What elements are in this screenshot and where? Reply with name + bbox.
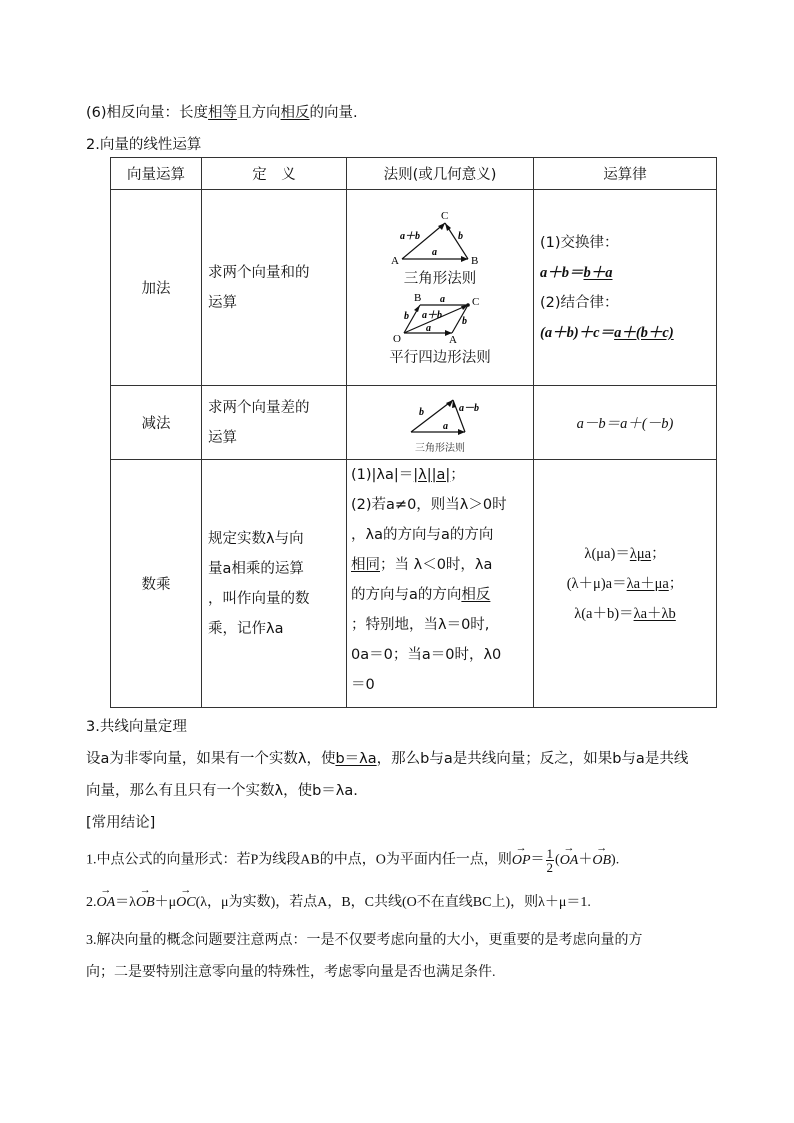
addition-def-line1: 求两个向量和的: [208, 264, 310, 281]
conclusion1-end: ).: [611, 852, 620, 868]
scalar-law3-lhs: λ(a＋b)＝: [574, 605, 634, 622]
addition-rule: [347, 190, 534, 386]
scalar-law1-rhs: λμa: [629, 545, 652, 562]
scalar-law2-lhs: (λ＋μ)a＝: [566, 575, 627, 592]
scalar-rule-l5-u: 相反: [461, 587, 491, 603]
intro-text-mid: 且方向: [237, 105, 281, 121]
par-label-b-left: b: [404, 310, 409, 322]
conclusion2-pre: 2.: [86, 895, 97, 910]
conclusion2-rest: (λ，μ为实数)，若点A，B，C共线(O不在直线BC上)，则λ＋μ＝1.: [195, 895, 591, 910]
conclusion-2: [86, 891, 591, 911]
scalar-definition: [202, 460, 347, 708]
table-row-addition: [111, 190, 717, 386]
scalar-law1-end: ；: [651, 545, 666, 562]
parallelogram-rule-diagram: [390, 291, 490, 345]
intro-text: (6)相反向量：长度: [86, 105, 209, 121]
scalar-rule: [347, 460, 534, 708]
tri-label-a: a: [432, 246, 437, 258]
triangle-rule-diagram: [390, 207, 490, 269]
triangle-rule-label: 三角形法则: [403, 270, 477, 287]
par-label-O: O: [393, 332, 401, 345]
tri-label-B: B: [471, 254, 479, 267]
theorem-l1-b: ，那么b与a是共线向量；反之，如果b与a是共线: [376, 751, 689, 767]
scalar-rule-l1: [351, 460, 529, 490]
sub-label-b: b: [419, 406, 424, 418]
theorem-l1-u: b＝λa: [335, 751, 377, 767]
subtraction-rule-label: 三角形法则: [415, 442, 465, 454]
conclusion2-vec-OC: → OC: [176, 895, 195, 911]
law-commutative-rhs: b＋a: [583, 264, 613, 281]
law-associative: [540, 318, 710, 348]
scalar-rule-l1-b: ；: [450, 467, 465, 483]
par-label-apb: a＋b: [422, 309, 442, 321]
section3-title: 3.共线向量定理: [86, 719, 187, 735]
conclusion-1: [86, 847, 619, 874]
conclusion-3-line1: 3.解决向量的概念问题要注意两点：一是不仅要考虑向量的大小，更重要的是考虑向量的方: [86, 933, 643, 948]
sub-label-a: a: [443, 420, 448, 432]
scalar-law1-lhs: λ(μa)＝: [584, 545, 630, 562]
scalar-rule-l4-u: 相同: [351, 557, 380, 573]
subtraction-law: [534, 386, 717, 460]
conclusion2-plus: ＋μ: [154, 895, 177, 910]
sub-label-amb: a－b: [459, 402, 479, 414]
par-label-B: B: [414, 291, 422, 304]
subtraction-def-line2: 运算: [208, 429, 237, 446]
header-operation: 向量运算: [111, 158, 202, 190]
theorem-l1-a: 设a为非零向量，如果有一个实数λ，使: [86, 751, 336, 767]
addition-law: [534, 190, 717, 386]
law-associative-title: (2)结合律：: [540, 294, 619, 311]
scalar-rule-l1-u: |λ||a|: [413, 467, 451, 483]
common-conclusions-title: [常用结论]: [86, 815, 156, 831]
scalar-rule-l2: (2)若a≠0，则当λ＞0时: [351, 497, 507, 513]
conclusion1-vec-OA: → OA: [560, 853, 579, 869]
scalar-law2-end: ；: [668, 575, 684, 592]
subtraction-triangle-diagram: [395, 394, 485, 442]
conclusion1-den: 2: [546, 860, 554, 875]
par-label-b-right: b: [462, 315, 467, 327]
addition-definition: [202, 190, 347, 386]
scalar-rule-l4-b: ；当 λ＜0时，λa: [380, 557, 493, 573]
conclusion1-plus: ＋: [578, 852, 593, 868]
par-label-a-bottom: a: [426, 322, 431, 334]
addition-def-line2: 运算: [208, 294, 237, 311]
subtraction-rule: [347, 386, 534, 460]
intro-text-end: 的向量.: [309, 105, 358, 121]
scalar-law2: [534, 569, 716, 599]
conclusion1-paren: (: [555, 852, 560, 868]
conclusion1-num: 1: [546, 846, 554, 861]
conclusion2-vec-OB: → OB: [136, 895, 155, 911]
tri-label-C: C: [441, 209, 449, 222]
law-commutative: [540, 258, 710, 288]
subtraction-law-text: a－b＝a＋(－b): [576, 416, 674, 432]
theorem-line1: [86, 747, 688, 768]
tri-label-A: A: [391, 254, 399, 267]
table-header-row: [111, 158, 717, 190]
par-label-a-top: a: [440, 293, 445, 305]
subtraction-name: 减法: [111, 386, 202, 460]
scalar-def-line2: 量a相乘的运算: [208, 560, 304, 577]
scalar-def-line1: 规定实数λ与向: [208, 530, 304, 547]
law-commutative-title: (1)交换律：: [540, 234, 619, 251]
par-label-A: A: [449, 333, 457, 345]
table-row-subtraction: [111, 386, 717, 460]
scalar-rule-l8: ＝0: [351, 677, 375, 693]
law-associative-rhs: a＋(b＋c): [614, 324, 674, 341]
scalar-rule-l4: [351, 550, 529, 580]
scalar-rule-l5: [351, 580, 529, 610]
scalar-name: 数乘: [111, 460, 202, 708]
conclusion1-fraction: [546, 847, 555, 874]
par-label-C: C: [472, 295, 480, 308]
scalar-def-line4: 乘，记作λa: [208, 620, 284, 637]
header-law: 运算律: [534, 158, 717, 190]
vector-operations-table: [110, 157, 717, 708]
subtraction-definition: [202, 386, 347, 460]
scalar-rule-l6: ；特别地，当λ＝0时,: [351, 617, 490, 633]
scalar-law2-rhs: λa＋μa: [626, 575, 669, 592]
intro-underline-equal: 相等: [208, 105, 238, 121]
conclusion1-vec-OP: → OP: [512, 853, 531, 869]
conclusion1-eq: ＝: [530, 852, 545, 868]
tri-label-apb: a＋b: [400, 230, 420, 242]
conclusion1-text: 1.中点公式的向量形式：若P为线段AB的中点，O为平面内任一点，则: [86, 852, 512, 868]
scalar-rule-l1-a: (1)|λa|＝: [351, 467, 414, 483]
subtraction-def-line1: 求两个向量差的: [208, 399, 310, 416]
addition-name: 加法: [111, 190, 202, 386]
law-commutative-lhs: a＋b＝: [540, 264, 584, 281]
scalar-def-line3: ，叫作向量的数: [208, 590, 310, 607]
conclusion2-vec-OA: → OA: [97, 895, 116, 911]
scalar-rule-l5-a: 的方向与a的方向: [351, 587, 462, 603]
scalar-law3: [534, 599, 716, 629]
scalar-law3-rhs: λa＋λb: [633, 605, 676, 622]
conclusion2-eq: ＝λ: [115, 895, 136, 910]
header-definition: 定 义: [202, 158, 347, 190]
theorem-line2: 向量，那么有且只有一个实数λ，使b＝λa.: [86, 783, 358, 799]
header-rule: 法则(或几何意义): [347, 158, 534, 190]
scalar-rule-l7: 0a＝0；当a＝0时，λ0: [351, 647, 502, 663]
scalar-law: [534, 460, 717, 708]
intro-underline-opposite: 相反: [280, 105, 310, 121]
conclusion-3-line2: 向；二是要特别注意零向量的特殊性，考虑零向量是否也满足条件.: [86, 965, 496, 980]
parallelogram-rule-label: 平行四边形法则: [389, 349, 491, 366]
scalar-rule-l3: ，λa的方向与a的方向: [351, 527, 494, 543]
law-associative-lhs: (a＋b)＋c＝: [540, 324, 615, 341]
table-row-scalar: [111, 460, 717, 708]
intro-opposite-vector: [86, 101, 358, 122]
scalar-law1: [534, 539, 716, 569]
tri-label-b: b: [458, 230, 463, 242]
conclusion1-vec-OB: → OB: [592, 853, 611, 869]
section2-title: 2.向量的线性运算: [86, 137, 202, 153]
